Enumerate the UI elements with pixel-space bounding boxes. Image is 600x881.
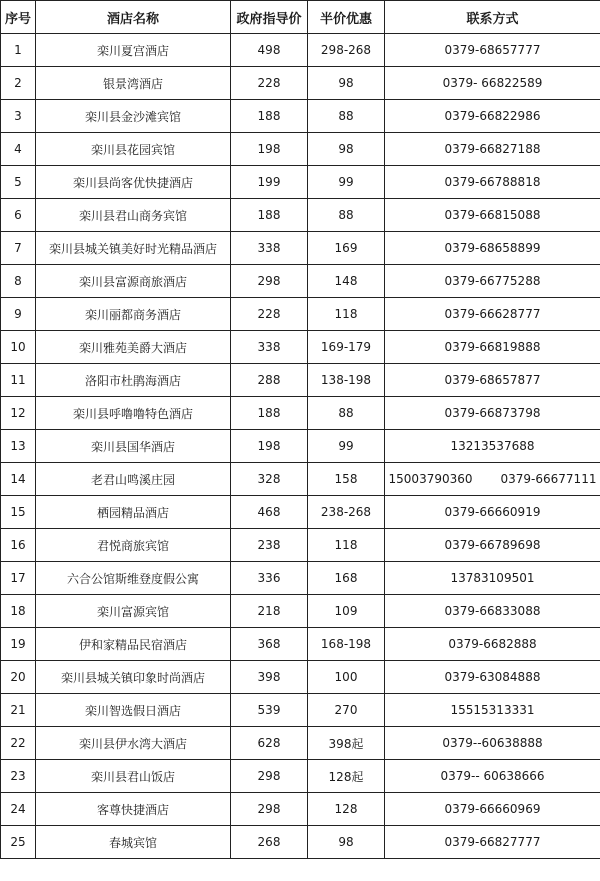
header-half-price: 半价优惠 <box>308 1 385 34</box>
hotel-name-cell: 伊和家精品民宿酒店 <box>36 628 231 661</box>
contact-phone: 0379-66833088 <box>444 604 541 618</box>
half-price-cell: 128起 <box>308 760 385 793</box>
table-row <box>1 133 600 166</box>
half-price-cell: 88 <box>308 100 385 133</box>
table-row <box>1 496 600 529</box>
contact-cell <box>385 298 600 331</box>
guide-price-cell: 188 <box>231 100 308 133</box>
contact-phone: 0379-66815088 <box>444 208 541 222</box>
hotel-name-cell: 栾川县花园宾馆 <box>36 133 231 166</box>
contact-cell <box>385 133 600 166</box>
hotel-name-cell: 栾川夏宫酒店 <box>36 34 231 67</box>
row-number-cell: 8 <box>1 265 36 298</box>
guide-price-cell: 188 <box>231 397 308 430</box>
row-number-cell: 17 <box>1 562 36 595</box>
half-price-cell: 169-179 <box>308 331 385 364</box>
half-price-cell: 138-198 <box>308 364 385 397</box>
guide-price-cell: 338 <box>231 331 308 364</box>
contact-phone: 0379-68657777 <box>444 43 541 57</box>
half-price-cell: 88 <box>308 397 385 430</box>
hotel-name-cell: 栾川县金沙滩宾馆 <box>36 100 231 133</box>
half-price-cell: 118 <box>308 529 385 562</box>
row-number-cell: 3 <box>1 100 36 133</box>
guide-price-cell: 199 <box>231 166 308 199</box>
guide-price-cell: 238 <box>231 529 308 562</box>
row-number-cell: 6 <box>1 199 36 232</box>
contact-cell <box>385 826 600 859</box>
table-row <box>1 397 600 430</box>
contact-phone: 0379-68657877 <box>444 373 541 387</box>
half-price-cell: 168-198 <box>308 628 385 661</box>
guide-price-cell: 228 <box>231 67 308 100</box>
guide-price-cell: 539 <box>231 694 308 727</box>
guide-price-cell: 198 <box>231 430 308 463</box>
contact-phone: 0379-6682888 <box>448 637 537 651</box>
hotel-name-cell: 客尊快捷酒店 <box>36 793 231 826</box>
contact-cell <box>385 562 600 595</box>
header-guide-price: 政府指导价 <box>231 1 308 34</box>
row-number-cell: 22 <box>1 727 36 760</box>
half-price-cell: 158 <box>308 463 385 496</box>
half-price-cell: 99 <box>308 430 385 463</box>
row-number-cell: 25 <box>1 826 36 859</box>
contact-cell <box>385 232 600 265</box>
half-price-cell: 100 <box>308 661 385 694</box>
hotel-name-cell: 栾川县君山饭店 <box>36 760 231 793</box>
table-row <box>1 793 600 826</box>
hotel-name-cell: 栾川富源宾馆 <box>36 595 231 628</box>
row-number-cell: 24 <box>1 793 36 826</box>
half-price-cell: 118 <box>308 298 385 331</box>
guide-price-cell: 328 <box>231 463 308 496</box>
contact-phone: 0379-66873798 <box>444 406 541 420</box>
row-number-cell: 19 <box>1 628 36 661</box>
half-price-cell: 88 <box>308 199 385 232</box>
table-row <box>1 760 600 793</box>
table-row <box>1 331 600 364</box>
half-price-cell: 98 <box>308 67 385 100</box>
contact-phone: 15515313331 <box>450 703 535 717</box>
contact-cell <box>385 628 600 661</box>
hotel-name-cell: 春城宾馆 <box>36 826 231 859</box>
contact-phone: 0379-66628777 <box>444 307 541 321</box>
hotel-name-cell: 栾川智选假日酒店 <box>36 694 231 727</box>
guide-price-cell: 268 <box>231 826 308 859</box>
table-row <box>1 628 600 661</box>
contact-cell <box>385 166 600 199</box>
half-price-cell: 169 <box>308 232 385 265</box>
contact-phone: 0379--60638888 <box>442 736 543 750</box>
contact-phone: 0379-66819888 <box>444 340 541 354</box>
contact-phone: 0379-68658899 <box>444 241 541 255</box>
guide-price-cell: 336 <box>231 562 308 595</box>
guide-price-cell: 338 <box>231 232 308 265</box>
table-row <box>1 34 600 67</box>
row-number-cell: 16 <box>1 529 36 562</box>
contact-phone: 0379-66677111 <box>500 472 597 486</box>
half-price-cell: 238-268 <box>308 496 385 529</box>
guide-price-cell: 298 <box>231 760 308 793</box>
contact-cell <box>385 67 600 100</box>
contact-cell <box>385 199 600 232</box>
row-number-cell: 10 <box>1 331 36 364</box>
contact-phone: 0379-66827777 <box>444 835 541 849</box>
table-row <box>1 166 600 199</box>
table-row <box>1 298 600 331</box>
header-no: 序号 <box>1 1 36 34</box>
contact-cell <box>385 397 600 430</box>
half-price-cell: 398起 <box>308 727 385 760</box>
half-price-cell: 109 <box>308 595 385 628</box>
guide-price-cell: 498 <box>231 34 308 67</box>
contact-cell <box>385 496 600 529</box>
contact-cell <box>385 694 600 727</box>
contact-cell <box>385 430 600 463</box>
hotel-name-cell: 君悦商旅宾馆 <box>36 529 231 562</box>
row-number-cell: 4 <box>1 133 36 166</box>
row-number-cell: 15 <box>1 496 36 529</box>
contact-cell <box>385 595 600 628</box>
contact-phone: 0379- 66822589 <box>442 76 543 90</box>
row-number-cell: 7 <box>1 232 36 265</box>
table-row <box>1 727 600 760</box>
guide-price-cell: 218 <box>231 595 308 628</box>
half-price-cell: 270 <box>308 694 385 727</box>
guide-price-cell: 298 <box>231 793 308 826</box>
contact-phone: 0379-66660919 <box>444 505 541 519</box>
half-price-cell: 99 <box>308 166 385 199</box>
hotel-name-cell: 栾川县呼噜噜特色酒店 <box>36 397 231 430</box>
row-number-cell: 12 <box>1 397 36 430</box>
hotel-name-cell: 银景湾酒店 <box>36 67 231 100</box>
table-row <box>1 265 600 298</box>
contact-phone: 0379-63084888 <box>444 670 541 684</box>
contact-phone: 0379-66789698 <box>444 538 541 552</box>
table-row <box>1 595 600 628</box>
row-number-cell: 20 <box>1 661 36 694</box>
contact-cell <box>385 331 600 364</box>
row-number-cell: 14 <box>1 463 36 496</box>
table-row <box>1 529 600 562</box>
contact-phone: 0379-- 60638666 <box>440 769 545 783</box>
contact-cell <box>385 34 600 67</box>
contact-phone: 13783109501 <box>450 571 535 585</box>
table-row <box>1 826 600 859</box>
half-price-cell: 168 <box>308 562 385 595</box>
header-contact: 联系方式 <box>385 1 600 34</box>
row-number-cell: 5 <box>1 166 36 199</box>
table-row <box>1 562 600 595</box>
guide-price-cell: 628 <box>231 727 308 760</box>
hotel-name-cell: 六合公馆斯维登度假公寓 <box>36 562 231 595</box>
contact-cell <box>385 265 600 298</box>
contact-cell <box>385 364 600 397</box>
guide-price-cell: 198 <box>231 133 308 166</box>
hotel-name-cell: 栖园精品酒店 <box>36 496 231 529</box>
contact-cell <box>385 793 600 826</box>
half-price-cell: 98 <box>308 133 385 166</box>
contact-cell <box>385 100 600 133</box>
contact-phone: 0379-66660969 <box>444 802 541 816</box>
table-row <box>1 430 600 463</box>
row-number-cell: 21 <box>1 694 36 727</box>
guide-price-cell: 298 <box>231 265 308 298</box>
table-row <box>1 232 600 265</box>
half-price-cell: 128 <box>308 793 385 826</box>
table-header-row <box>1 1 600 34</box>
row-number-cell: 13 <box>1 430 36 463</box>
table-row <box>1 199 600 232</box>
guide-price-cell: 398 <box>231 661 308 694</box>
contact-phone: 0379-66827188 <box>444 142 541 156</box>
contact-phone: 0379-66822986 <box>444 109 541 123</box>
hotel-name-cell: 栾川县城关镇美好时光精品酒店 <box>36 232 231 265</box>
header-hotel-name: 酒店名称 <box>36 1 231 34</box>
hotel-name-cell: 栾川县城关镇印象时尚酒店 <box>36 661 231 694</box>
guide-price-cell: 288 <box>231 364 308 397</box>
half-price-cell: 298-268 <box>308 34 385 67</box>
row-number-cell: 23 <box>1 760 36 793</box>
row-number-cell: 1 <box>1 34 36 67</box>
half-price-cell: 148 <box>308 265 385 298</box>
contact-cell <box>385 760 600 793</box>
table-row <box>1 67 600 100</box>
hotel-name-cell: 栾川县伊水湾大酒店 <box>36 727 231 760</box>
hotel-name-cell: 栾川丽都商务酒店 <box>36 298 231 331</box>
table-row <box>1 463 600 496</box>
contact-phone: 0379-66788818 <box>444 175 541 189</box>
table-row <box>1 364 600 397</box>
contact-cell <box>385 463 600 496</box>
table-row <box>1 100 600 133</box>
hotel-name-cell: 栾川县富源商旅酒店 <box>36 265 231 298</box>
guide-price-cell: 468 <box>231 496 308 529</box>
hotel-name-cell: 栾川县君山商务宾馆 <box>36 199 231 232</box>
contact-phone: 13213537688 <box>450 439 535 453</box>
hotel-name-cell: 栾川县尚客优快捷酒店 <box>36 166 231 199</box>
contact-phone: 0379-66775288 <box>444 274 541 288</box>
row-number-cell: 11 <box>1 364 36 397</box>
contact-phone: 15003790360 <box>388 472 473 486</box>
table-row <box>1 694 600 727</box>
guide-price-cell: 368 <box>231 628 308 661</box>
hotel-name-cell: 栾川雅苑美爵大酒店 <box>36 331 231 364</box>
hotel-name-cell: 洛阳市杜鹃海酒店 <box>36 364 231 397</box>
contact-cell <box>385 727 600 760</box>
contact-cell <box>385 661 600 694</box>
guide-price-cell: 228 <box>231 298 308 331</box>
row-number-cell: 18 <box>1 595 36 628</box>
hotel-name-cell: 老君山鸣溪庄园 <box>36 463 231 496</box>
table-row <box>1 661 600 694</box>
half-price-cell: 98 <box>308 826 385 859</box>
contact-cell <box>385 529 600 562</box>
row-number-cell: 2 <box>1 67 36 100</box>
row-number-cell: 9 <box>1 298 36 331</box>
guide-price-cell: 188 <box>231 199 308 232</box>
hotel-name-cell: 栾川县国华酒店 <box>36 430 231 463</box>
